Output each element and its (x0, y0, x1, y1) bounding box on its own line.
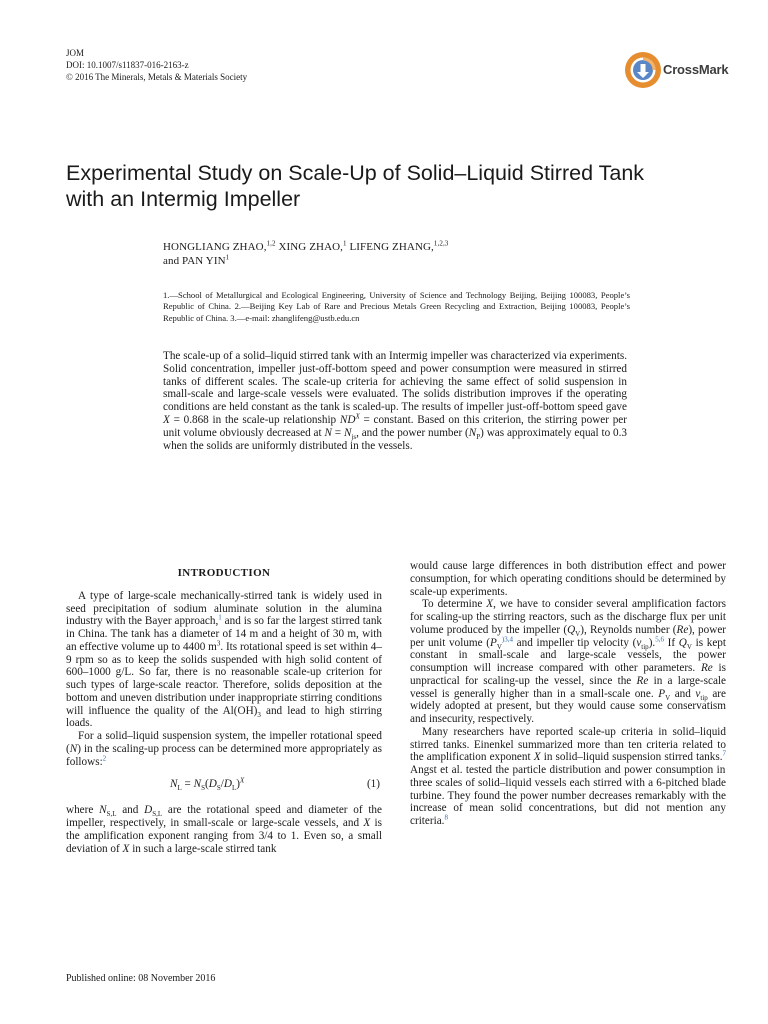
journal-name: JOM (66, 48, 85, 58)
body-column-left (66, 560, 382, 855)
reference-link[interactable]: 2 (102, 753, 107, 762)
author-3-affil: 1,2,3 (433, 239, 449, 248)
reference-link[interactable]: 8 (444, 813, 448, 822)
right-paragraph-1: would cause large differences in both distribution effect and power consumption, for which operating conditions should be determined by scale-up experiments. (410, 560, 726, 598)
abstract-text: The scale-up of a solid–liquid stirred tank with an Intermig impeller was characterized via experiments. Solid concentration, impeller just-off-bottom speed and power consumption were measured in stirred tanks of different scales. The scale-up criteria for achieving the same effect of solid suspension in small-scale and large-scale vessels were evaluated. The solids distribution improves if the operating conditions are held constant as the tank is scaled-up. The results of impeller just-off-bottom speed gave X = 0.868 in the scale-up relationship $ND^X$ = constant. Based on this criterion, the stirring power per unit volume obviously decreased at $N = N_{js}$, and the power number $(N_P)$ was approximately equal to 0.3 when the solids are uniformly distributed in the vessels. (163, 350, 628, 452)
affiliations: 1.—School of Metallurgical and Ecological Engineering, University of Science and Technology Beijing, Beijing 100083, People’s Republic of China. 2.—Beijing Key Lab of Rare and Precious Metals Green Recycling and Extraction, Beijing 100083, People’s Republic of China. 3.—e-mail: zhanglifeng@ustb.edu.cn (163, 290, 630, 323)
journal-header (66, 47, 247, 83)
reference-link[interactable]: )3,4 (501, 634, 513, 643)
doi[interactable]: DOI: 10.1007/s11837-016-2163-z (66, 60, 189, 70)
intro-paragraph-3: where $N_{S,L}$ and $D_{S,L}$ are the rotational speed and diameter of the impeller, respectively, in small-scale or large-scale vessels, and X is the amplification exponent ranging from 3/4 to 1. Even so, a small deviation of X in such a large-scale stirred tank (66, 804, 382, 855)
reference-link[interactable]: 7 (722, 749, 726, 758)
crossmark-icon (623, 50, 663, 90)
intro-paragraph-1: A type of large-scale mechanically-stirred tank is widely used in seed precipitation of sodium aluminate solution in the alumina industry with the Bayer approach,$^1$ and is so far the largest stirred tank in China. The tank has a diameter of 14 m and a height of 30 m, with an effective volume up to 4400 $m^3$. Its rotational speed is set within 4–9 rpm so as to keep the solids suspended with high solid content of 600–1000 g/L. So far, there is no reasonable scale-up criterion for such types of large-scale reactor. Therefore, solids deposition at the bottom and uneven distribution under inappropriate stirring conditions will influence the quality of the $Al(OH)_3$ and lead to high stirring loads. (66, 589, 383, 730)
crossmark-badge[interactable] (623, 50, 735, 90)
intro-paragraph-2: For a solid–liquid suspension system, the impeller rotational speed (N) in the scaling-up process can be determined more appropriately as follows:$^2$ (66, 730, 382, 768)
right-paragraph-2: To determine X, we have to consider several amplification factors for scaling-up the stirring reactors, such as the discharge flux per unit volume produced by the impeller $(Q_V)$, Reynolds number (Re), power per unit volume ($P_V^{)3,4}$ and impeller tip velocity $(v_{tip}).^{5,6}$ If $Q_V$ is kept constant in small-scale and large-scale vessels, the power consumption will increase compared with other parameters. Re is unpractical for scaling-up the vessel, since the Re in a large-scale vessel is generally higher than in a small-scale one. $P_V$ and $v_{tip}$ are widely adopted at present, but they would cause some conservatism and insecurity, respectively. (410, 598, 727, 725)
copyright: © 2016 The Minerals, Metals & Materials Society (66, 72, 248, 82)
author-1: HONGLIANG ZHAO, (163, 241, 267, 253)
author-1-affil: 1,2 (266, 239, 276, 248)
reference-link[interactable]: 1 (218, 613, 222, 622)
abstract (163, 350, 627, 452)
body-column-right (410, 560, 726, 828)
right-paragraph-3: Many researchers have reported scale-up criteria in solid–liquid stirred tanks. Einenkel summarized more than ten criteria related to the amplification exponent X in solid–liquid suspension stirred tanks.$^7$ Angst et al. tested the particle distribution and power consumption in three scales of solid–liquid vessels each stirred with a 6-pitched blade turbine. They found the power number decreases remarkably with the increase of mean solid concentrations, but did not mention any criteria.$^8$ (410, 725, 726, 827)
author-list (163, 240, 703, 268)
crossmark-label: CrossMark (663, 62, 729, 77)
reference-link[interactable]: 5,6 (655, 634, 664, 643)
title-line-2: with an Intermig Impeller (66, 187, 301, 211)
author-3: LIFENG ZHANG, (346, 241, 434, 253)
equation-number: (1) (366, 778, 380, 791)
author-2: XING ZHAO, (275, 241, 344, 253)
published-date: Published online: 08 November 2016 (66, 973, 216, 984)
title-line-1: Experimental Study on Scale-Up of Solid–Liquid Stirred Tank (66, 161, 645, 185)
author-4-affil: 1 (225, 253, 230, 262)
article-title (66, 160, 726, 212)
equation-1 (66, 772, 382, 798)
equation-body: $N_L = N_S(D_S/D_L)^X$ (170, 776, 245, 793)
author-4: and PAN YIN (163, 255, 226, 267)
author-2-affil: 1 (343, 239, 347, 248)
section-heading-introduction: INTRODUCTION (177, 567, 271, 579)
